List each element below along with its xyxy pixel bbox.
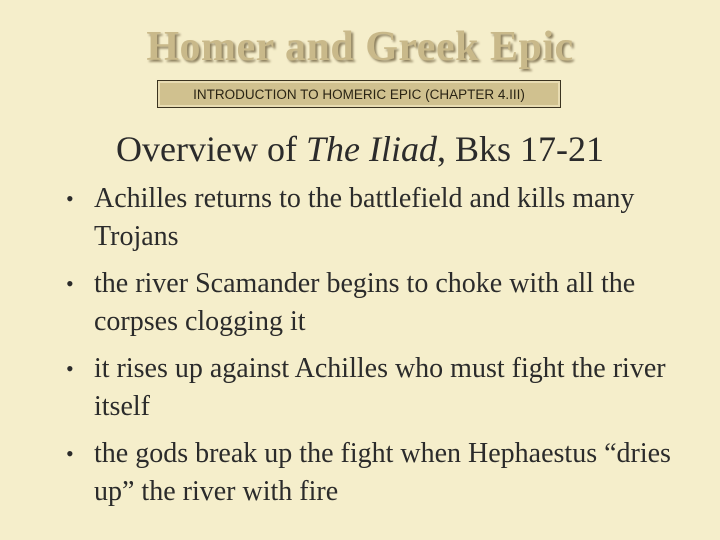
bullet-item [60,350,680,426]
bullet-item [60,435,680,511]
bullet-text: the river Scamander begins to choke with all the corpses clogging it [94,268,636,337]
heading-italic-title: The Iliad [305,129,437,169]
bullet-dot-icon: • [66,271,74,296]
heading-suffix: , Bks 17-21 [436,129,604,169]
heading-prefix: Overview of [116,129,306,169]
bullet-dot-icon: • [66,356,74,381]
bullet-text: it rises up against Achilles who must fight the river itself [94,353,666,422]
bullet-list [60,180,680,520]
bullet-text: Achilles returns to the battlefield and kills many Trojans [94,183,635,252]
slide-heading [0,126,720,172]
header-title: Homer and Greek Epic [146,24,574,70]
bullet-dot-icon: • [66,186,74,211]
bullet-dot-icon: • [66,441,74,466]
bullet-item [60,180,680,256]
subtitle-text: INTRODUCTION TO HOMERIC EPIC (CHAPTER 4.III) [193,86,525,102]
bullet-item [60,265,680,341]
subtitle-box [157,80,561,108]
bullet-text: the gods break up the fight when Hephaestus “dries up” the river with fire [94,438,671,507]
